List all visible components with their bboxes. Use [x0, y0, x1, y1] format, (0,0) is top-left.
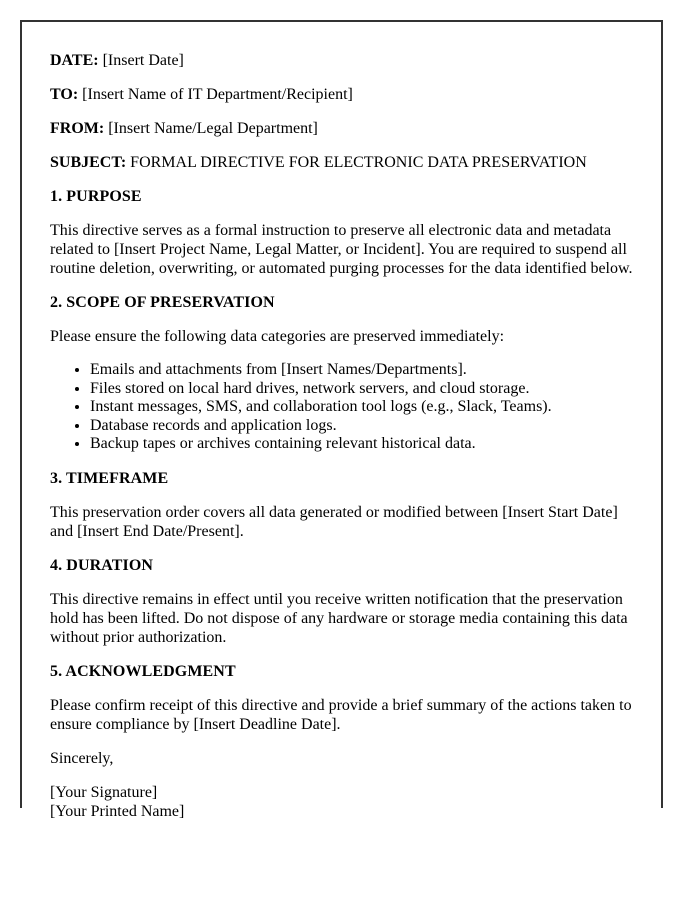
signature-block — [50, 783, 637, 821]
section-heading-scope: 2. SCOPE OF PRESERVATION — [50, 294, 275, 311]
field-row-subject — [50, 153, 637, 172]
from-field-value: [Insert Name/Legal Department] — [108, 120, 318, 137]
letter-document-page — [20, 20, 663, 820]
bullet-item-messages: • Instant messages, SMS, and collaboration tool logs (e.g., Slack, Teams). — [90, 398, 637, 417]
section-body-acknowledgment: Please confirm receipt of this directive and provide a brief summary of the actions taken to ensure compliance by [Insert Deadline Date]. — [50, 696, 632, 733]
field-row-to — [50, 85, 637, 104]
bullet-item-emails: • Emails and attachments from [Insert Names/Departments]. — [90, 361, 637, 380]
section-body-timeframe: This preservation order covers all data generated or modified between [Insert Start Date] and [Insert End Date/Present]. — [50, 503, 618, 540]
field-row-from — [50, 119, 637, 138]
closing-salutation: Sincerely, — [50, 749, 114, 767]
subject-field-value: FORMAL DIRECTIVE FOR ELECTRONIC DATA PRESERVATION — [130, 154, 587, 171]
section-body-scope: Please ensure the following data categories are preserved immediately: — [50, 328, 505, 345]
scope-bullet-list — [50, 361, 637, 454]
section-heading-purpose: 1. PURPOSE — [50, 188, 142, 205]
date-field-value: [Insert Date] — [102, 52, 184, 69]
section-heading-timeframe: 3. TIMEFRAME — [50, 469, 169, 487]
date-field-label: DATE: — [50, 52, 99, 69]
section-body-duration: This directive remains in effect until you receive written notification that the preservation hold has been lifted. Do not dispose of any hardware or storage media containing this data without prior authorization. — [50, 590, 628, 646]
field-row-date — [50, 51, 637, 70]
bullet-item-backup: • Backup tapes or archives containing relevant historical data. — [90, 435, 637, 454]
printed-name-line: [Your Printed Name] — [50, 802, 185, 820]
section-heading-acknowledgment: 5. ACKNOWLEDGMENT — [50, 662, 236, 680]
subject-field-label: SUBJECT: — [50, 154, 127, 171]
from-field-label: FROM: — [50, 120, 105, 137]
bullet-item-database: • Database records and application logs. — [90, 417, 637, 436]
section-body-purpose: This directive serves as a formal instruction to preserve all electronic data and metadata related to [Insert Project Name, Legal Matter, or Incident]. You are required to suspend all routine deletion, overwriting, or automated purging processes for the data identified below. — [50, 222, 633, 277]
signature-line: [Your Signature] — [50, 783, 158, 801]
bullet-item-files: • Files stored on local hard drives, network servers, and cloud storage. — [90, 380, 637, 399]
to-field-value: [Insert Name of IT Department/Recipient] — [82, 86, 353, 103]
to-field-label: TO: — [50, 86, 79, 103]
section-heading-duration: 4. DURATION — [50, 556, 154, 574]
